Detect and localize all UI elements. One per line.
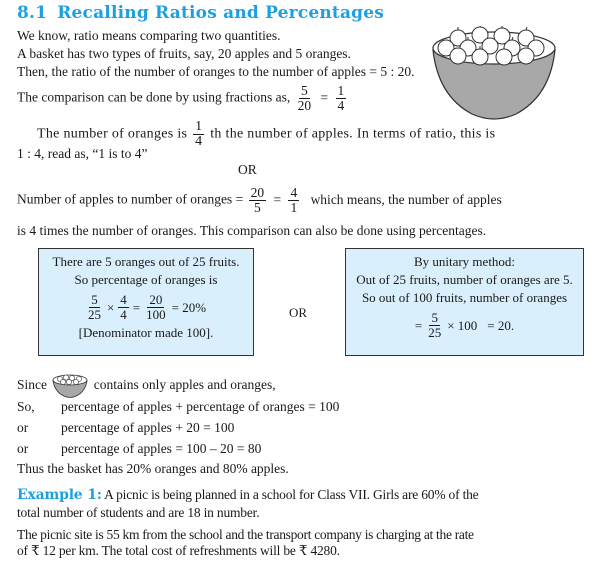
- fraction-comparison-text: The comparison can be done by using fractions as,: [17, 89, 291, 105]
- unitary-method-box: [345, 248, 584, 356]
- times-sign: ×: [106, 299, 115, 315]
- box-right-equation: [346, 311, 583, 340]
- denominator: 5: [253, 200, 261, 215]
- basket-icon: [52, 374, 88, 398]
- numerator: 4: [290, 185, 298, 200]
- intro-line-6: 1 : 4, read as, “1 is to 4”: [17, 146, 148, 161]
- example-line-4: of ₹ 12 per km. The total cost of refreshments will be ₹ 4280.: [17, 543, 340, 558]
- denominator: 25: [87, 307, 101, 322]
- numerator: 4: [120, 292, 127, 307]
- section-title: Recalling Ratios and Percentages: [57, 3, 385, 23]
- equals-sign: =: [414, 317, 423, 333]
- row-label: So,: [17, 399, 35, 414]
- row-text: percentage of apples + percentage of oranges = 100: [61, 399, 340, 414]
- intro-line-5: [37, 120, 495, 149]
- intro-line-3: Then, the ratio of the number of oranges to the number of apples = 5 : 20.: [17, 64, 415, 79]
- row-text: percentage of apples = 100 – 20 = 80: [61, 441, 262, 456]
- box-left-line-1: There are 5 oranges out of 25 fruits.: [52, 254, 240, 269]
- intro-line-8: is 4 times the number of oranges. This comparison can also be done using percentages.: [17, 223, 487, 238]
- result-20-percent: = 20%: [171, 299, 207, 315]
- row-label: or: [17, 420, 29, 435]
- equals-sign: =: [132, 299, 141, 315]
- denominator: 4: [120, 307, 127, 322]
- equals-sign: =: [320, 89, 329, 105]
- numerator: 5: [431, 310, 438, 325]
- box-left-equation: [39, 293, 253, 322]
- example-line-2: total number of students and are 18 in number.: [17, 505, 260, 520]
- since-pre: Since: [17, 377, 47, 393]
- apples-to-oranges-pre: Number of apples to number of oranges =: [17, 191, 244, 207]
- fraction-20-100: [144, 293, 168, 322]
- intro-line-1: We know, ratio means comparing two quantities.: [17, 28, 281, 43]
- equals-sign: =: [273, 191, 282, 207]
- numerator: 5: [301, 83, 308, 98]
- conclusion-row-1: [17, 399, 339, 415]
- fraction-5-25: [86, 293, 103, 322]
- numerator: 5: [91, 292, 98, 307]
- or-separator-1: OR: [238, 162, 257, 177]
- row-text: percentage of apples + 20 = 100: [61, 420, 235, 435]
- fruit-basket-illustration: [430, 26, 558, 122]
- denominator: 25: [428, 325, 442, 340]
- fraction-4-1: [288, 186, 299, 215]
- section-heading: [17, 3, 384, 23]
- row-label: or: [17, 441, 29, 456]
- conclusion-thus: Thus the basket has 20% oranges and 80% apples.: [17, 461, 289, 476]
- intro-line-4: [17, 84, 348, 113]
- percentage-method-box: [38, 248, 254, 356]
- numerator: 20: [149, 292, 163, 307]
- example-text-1: A picnic is being planned in a school for Class VII. Girls are 60% of the: [104, 487, 479, 502]
- numerator: 20: [250, 185, 265, 200]
- result-20: = 20.: [487, 317, 515, 333]
- oranges-fraction-pre: The number of oranges is: [37, 126, 188, 142]
- example-line-1: [17, 487, 478, 503]
- denominator: 20: [297, 98, 312, 113]
- box-right-line-1: By unitary method:: [413, 254, 516, 269]
- fraction-1-4: [336, 84, 347, 113]
- or-separator-2: OR: [289, 305, 308, 320]
- denominator: 1: [290, 200, 298, 215]
- fraction-20-5: [249, 186, 267, 215]
- conclusion-row-3: [17, 441, 261, 457]
- intro-line-2: A basket has two types of fruits, say, 20 apples and 5 oranges.: [17, 46, 351, 61]
- fraction-4-4: [118, 293, 129, 322]
- box-right-line-3: So out of 100 fruits, number of oranges: [361, 290, 568, 305]
- denominator: 4: [337, 98, 345, 113]
- fraction-5-25: [426, 311, 443, 340]
- denominator: 4: [195, 134, 203, 149]
- apples-to-oranges-post: which means, the number of apples: [310, 191, 502, 207]
- example-label: Example 1:: [17, 487, 102, 503]
- oranges-fraction-post: th the number of apples. In terms of ratio, this is: [210, 126, 496, 142]
- since-post: contains only apples and oranges,: [93, 377, 276, 393]
- example-line-3: The picnic site is 55 km from the school and the transport company is charging at the rate: [17, 527, 474, 542]
- denominator: 100: [146, 307, 166, 322]
- box-left-line-2: So percentage of oranges is: [74, 272, 218, 287]
- times-100: × 100: [447, 317, 478, 333]
- numerator: 1: [337, 83, 345, 98]
- box-left-line-4: [Denominator made 100].: [78, 325, 214, 340]
- numerator: 1: [195, 119, 203, 134]
- box-right-line-2: Out of 25 fruits, number of oranges are 5.: [356, 272, 573, 287]
- since-line: [17, 374, 276, 398]
- fraction-5-20: [296, 84, 314, 113]
- fraction-1-4-inline: [193, 120, 204, 149]
- intro-line-7: [17, 186, 502, 215]
- conclusion-row-2: [17, 420, 234, 436]
- section-number: 8.1: [17, 3, 48, 23]
